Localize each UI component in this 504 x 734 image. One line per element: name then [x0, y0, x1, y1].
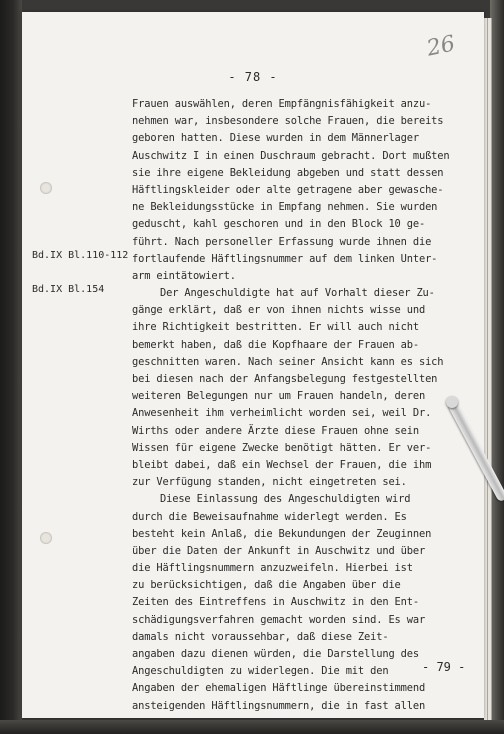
text-line: Der Angeschuldigte hat auf Vorhalt dieser Zu- [160, 287, 435, 300]
text-line: damals nicht voraussehbar, daß diese Zeit- [132, 630, 389, 643]
page-stack-edge [488, 18, 492, 720]
page-number: - 78 - [228, 70, 278, 84]
text-line: angaben dazu dienen würden, die Darstellung des [132, 648, 419, 660]
text-line: geschnitten waren. Nach seiner Ansicht kann es sich [132, 355, 444, 368]
background-right [490, 0, 504, 734]
text-line: geduscht, kahl geschoren und in den Block 10 ge- [132, 218, 426, 231]
next-page-reference: - 79 - [422, 660, 466, 674]
text-line: Wirths oder andere Ärzte diese Frauen ohne sein [132, 424, 419, 437]
binder-edge [0, 0, 22, 734]
text-line: arm eintätowiert. [132, 269, 236, 282]
text-line: Frauen auswählen, deren Empfängnisfähigkeit anzu- [132, 98, 432, 110]
document-page [22, 12, 484, 718]
text-line: gänge erklärt, daß er von ihnen nichts wisse und [132, 304, 426, 317]
text-line: Angeschuldigten zu widerlegen. Die mit den [132, 665, 389, 678]
text-line: nehmen war, insbesondere solche Frauen, die bereits [132, 115, 444, 128]
body-text [132, 96, 472, 715]
text-line: besteht kein Anlaß, die Bekundungen der Zeuginnen [132, 527, 432, 540]
text-line: Anwesenheit ihm verheimlicht worden sei, weil Dr. [132, 407, 432, 420]
folio-mark: 26 [424, 31, 458, 62]
text-line: sie ihre eigene Bekleidung abgeben und statt dessen [132, 166, 444, 179]
text-line: bemerkt haben, daß die Kopfhaare der Frauen ab- [132, 338, 419, 351]
text-line: ne Bekleidungsstücke in Empfang nehmen. Sie wurden [132, 201, 438, 214]
punch-hole [40, 182, 52, 194]
text-line: führt. Nach personeller Erfassung wurde ihnen die [132, 235, 432, 248]
margin-note: Bd.IX Bl.110-112 [32, 250, 129, 261]
margin-note: Bd.IX Bl.154 [32, 284, 105, 295]
punch-hole [40, 532, 52, 544]
text-line: geboren hatten. Diese wurden in dem Männerlager [132, 132, 419, 145]
text-line: bleibt dabei, daß ein Wechsel der Frauen, die ihm [132, 458, 432, 471]
text-line: ansteigenden Häftlingsnummern, die in fast allen [132, 699, 426, 712]
text-line: ihre Richtigkeit bestritten. Er will auch nicht [132, 321, 419, 334]
text-line: zur Verfügung standen, nicht eingetreten sei. [132, 476, 407, 489]
text-line: über die Daten der Ankunft in Auschwitz und über [132, 544, 426, 557]
text-line: Angaben der ehemaligen Häftlinge übereinstimmend [132, 682, 426, 695]
glass-pointer-tip [446, 396, 458, 408]
text-line: schädigungsverfahren gemacht worden sind. Es war [132, 613, 426, 626]
text-line: durch die Beweisaufnahme widerlegt werden. Es [132, 510, 407, 523]
text-line: Diese Einlassung des Angeschuldigten wird [160, 493, 411, 506]
text-line: Auschwitz I in einen Duschraum gebracht. Dort mußten [132, 149, 450, 162]
text-line: Häftlingskleider oder alte getragene aber gewasche- [132, 183, 444, 196]
background-bottom [0, 720, 504, 734]
text-line: Wissen für eigene Zwecke benötigt hätten. Er ver- [132, 441, 432, 454]
text-line: bei diesen nach der Anfangsbelegung festgestellten [132, 373, 438, 385]
text-line: zu berücksichtigen, daß die Angaben über die [132, 579, 401, 592]
text-line: fortlaufende Häftlingsnummer auf dem linken Unter- [132, 252, 438, 265]
text-line: weiteren Belegungen nur um Frauen handeln, deren [132, 390, 426, 403]
text-line: Zeiten des Eintreffens in Auschwitz in den Ent- [132, 596, 419, 609]
text-line: die Häftlingsnummern anzuzweifeln. Hierbei ist [132, 562, 413, 575]
